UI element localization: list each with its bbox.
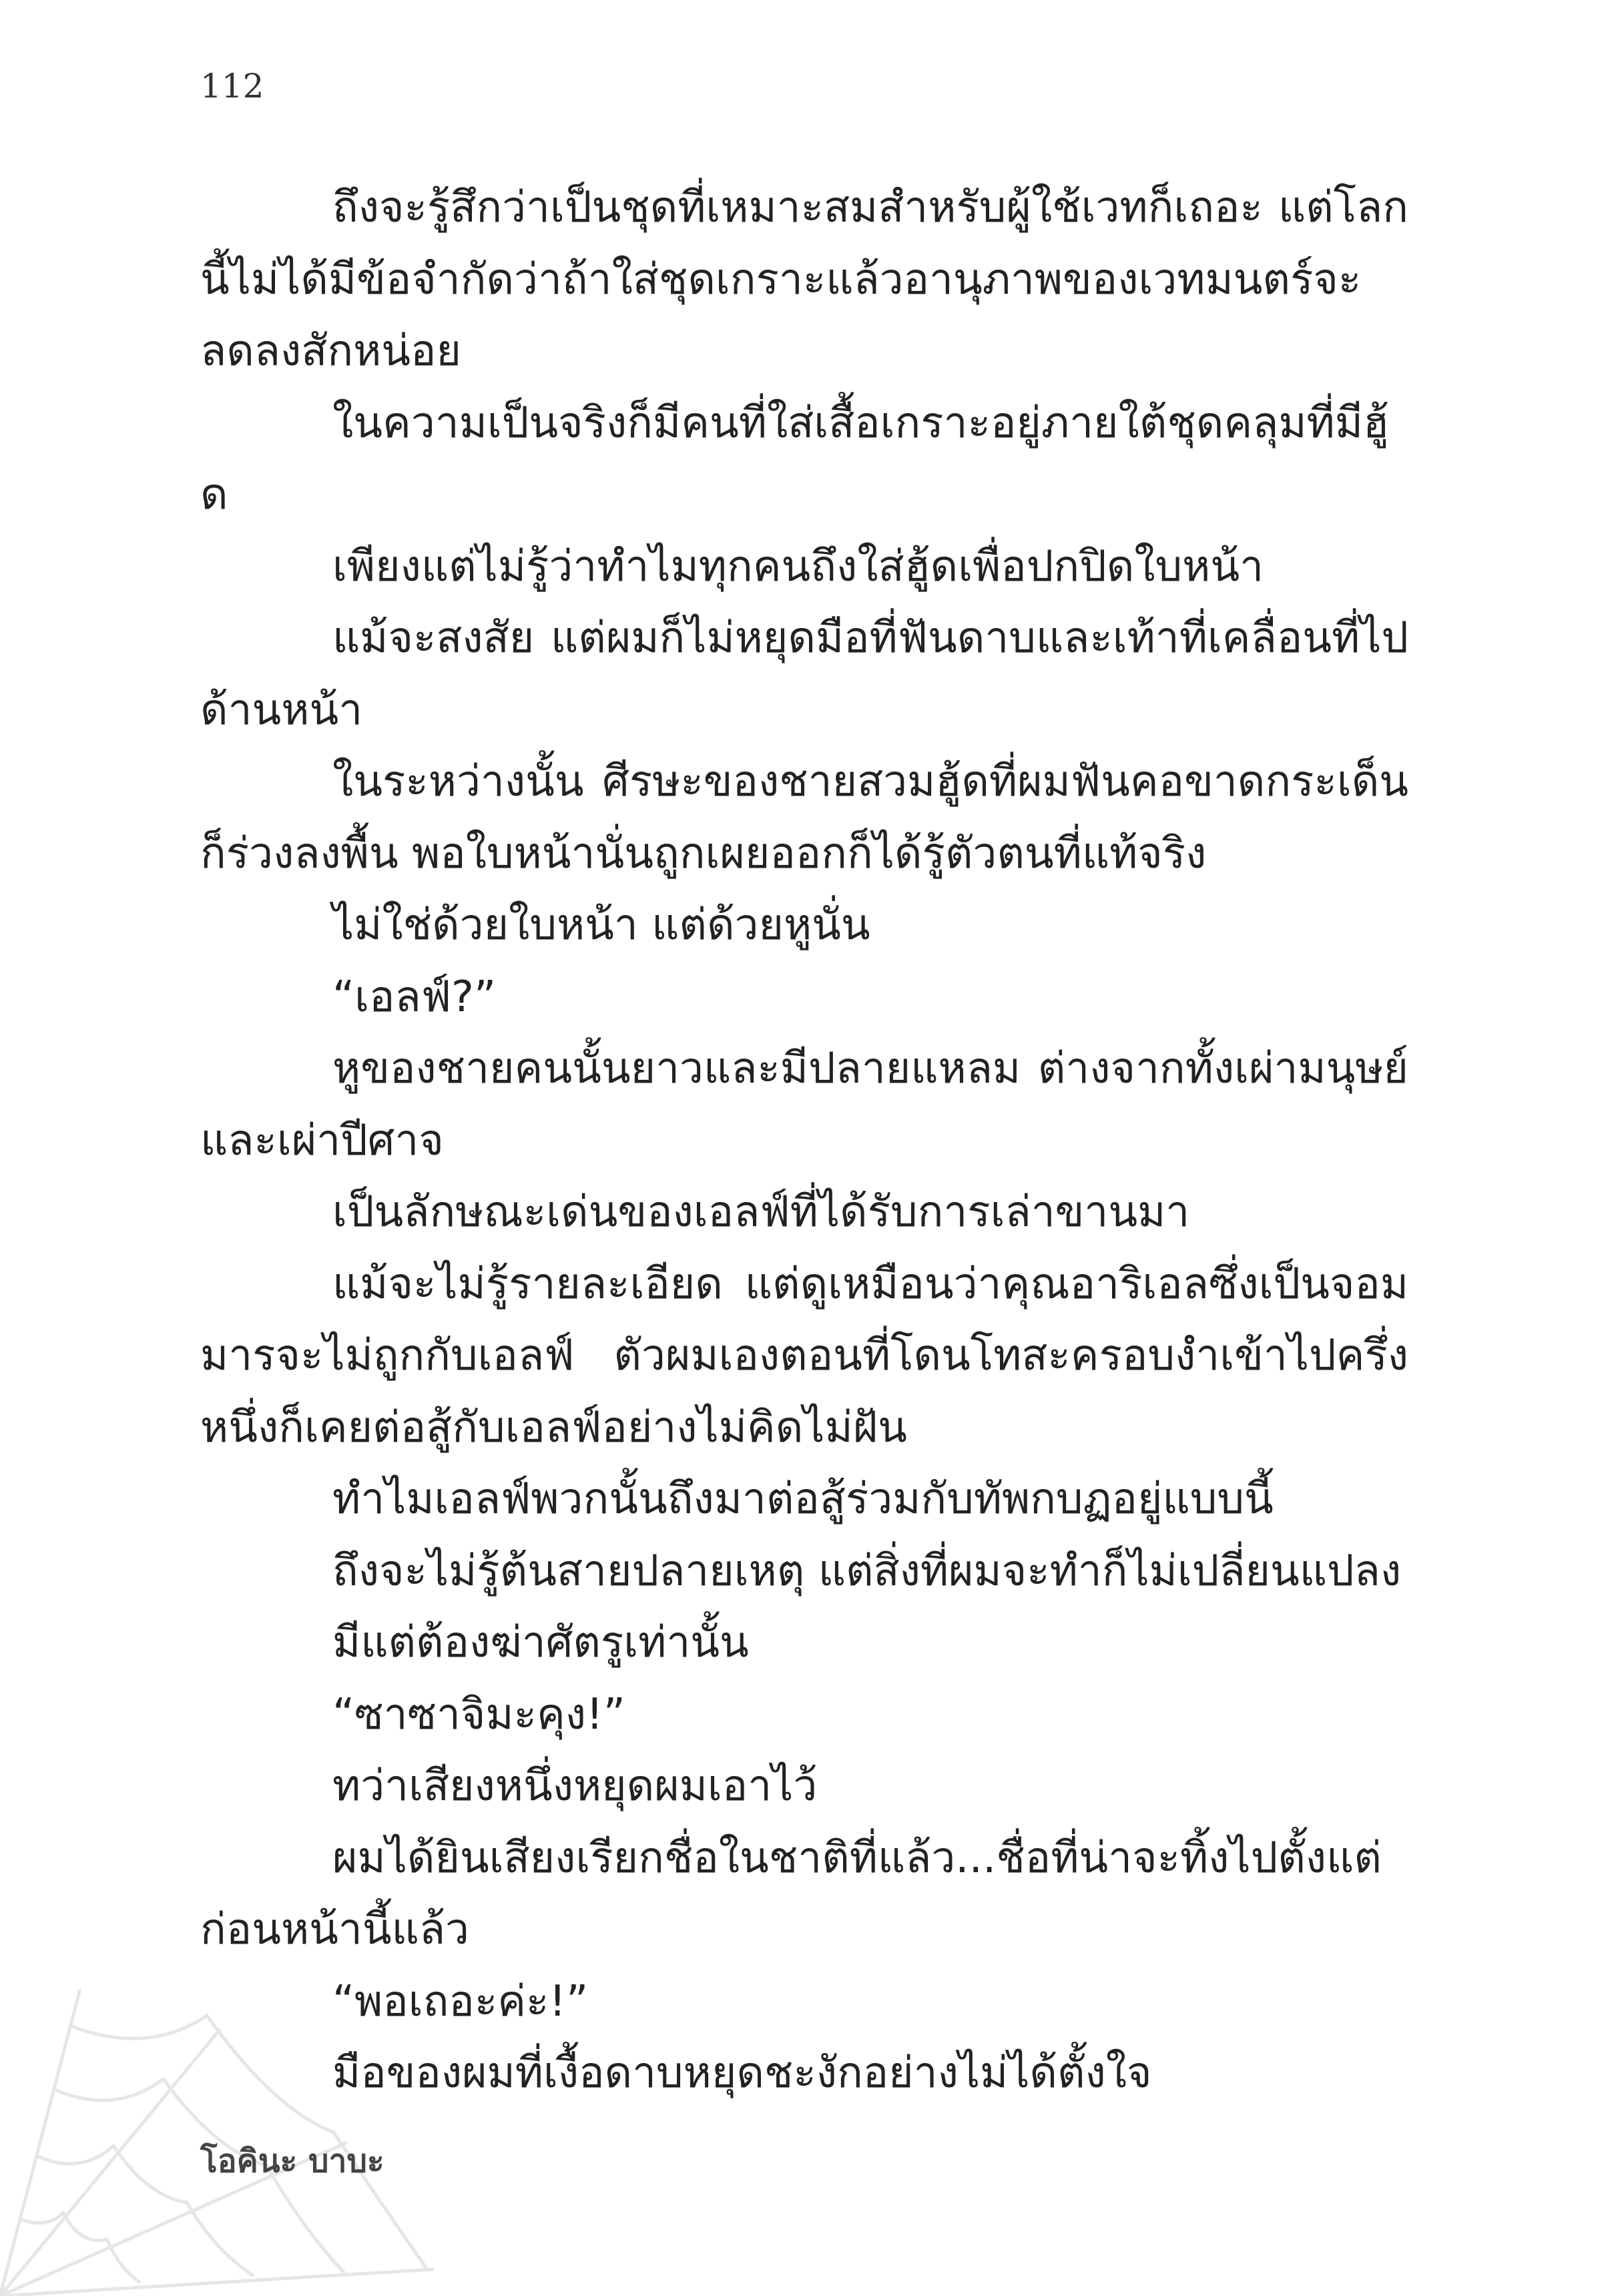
paragraph: หูของชายคนนั้นยาวและมีปลายแหลม ต่างจากทั้งเผ่ามนุษย์และเผ่าปีศาจ	[200, 1044, 1408, 1165]
page-number: 112	[200, 67, 264, 105]
paragraph: ในระหว่างนั้น ศีรษะของชายสวมฮู้ดที่ผมฟันคอขาดกระเด็นก็ร่วงลงพื้น พอใบหน้านั่นถูกเผยออกก็ได้รู้ตัวตนที่แท้จริง	[200, 757, 1408, 878]
body-text	[200, 172, 1408, 2110]
dialogue-line: “ซาซาจิมะคุง!”	[332, 1689, 625, 1739]
paragraph: ถึงจะรู้สึกว่าเป็นชุดที่เหมาะสมสำหรับผู้ใช้เวทก็เถอะ แต่โลกนี้ไม่ได้มีข้อจำกัดว่าถ้าใส่ชุดเกราะแล้วอานุภาพของเวทมนตร์จะลดลงสักหน่อย	[200, 183, 1408, 376]
paragraph: แม้จะไม่รู้รายละเอียด แต่ดูเหมือนว่าคุณอาริเอลซึ่งเป็นจอมมารจะไม่ถูกกับเอลฟ์ ตัวผมเองตอนที่โดนโทสะครอบงำเข้าไปครึ่งหนึ่งก็เคยต่อสู้กับเอลฟ์อย่างไม่คิดไม่ฝัน	[200, 1259, 1408, 1452]
dialogue-line: “พอเถอะค่ะ!”	[332, 1976, 589, 2026]
paragraph: ทว่าเสียงหนึ่งหยุดผมเอาไว้	[332, 1761, 818, 1811]
paragraph: แม้จะสงสัย แต่ผมก็ไม่หยุดมือที่ฟันดาบและเท้าที่เคลื่อนที่ไปด้านหน้า	[200, 613, 1408, 735]
paragraph: ในความเป็นจริงก็มีคนที่ใส่เสื้อเกราะอยู่ภายใต้ชุดคลุมที่มีฮู้ด	[200, 398, 1389, 519]
paragraph: ทำไมเอลฟ์พวกนั้นถึงมาต่อสู้ร่วมกับทัพกบฏอยู่แบบนี้	[332, 1474, 1274, 1524]
paragraph: ไม่ใช่ด้วยใบหน้า แต่ด้วยหูนั่น	[332, 900, 870, 950]
paragraph: เพียงแต่ไม่รู้ว่าทำไมทุกคนถึงใส่ฮู้ดเพื่อปกปิดใบหน้า	[332, 541, 1264, 591]
footer-author: โอคินะ บาบะ	[200, 2142, 384, 2180]
paragraph: เป็นลักษณะเด่นของเอลฟ์ที่ได้รับการเล่าขานมา	[332, 1187, 1190, 1237]
paragraph: ถึงจะไม่รู้ต้นสายปลายเหตุ แต่สิ่งที่ผมจะทำก็ไม่เปลี่ยนแปลง	[332, 1546, 1402, 1596]
paragraph: ผมได้ยินเสียงเรียกชื่อในชาติที่แล้ว...ชื่อที่น่าจะทิ้งไปตั้งแต่ก่อนหน้านี้แล้ว	[200, 1833, 1382, 1954]
paragraph: มือของผมที่เงื้อดาบหยุดชะงักอย่างไม่ได้ตั้งใจ	[332, 2048, 1152, 2098]
dialogue-line: “เอลฟ์?”	[332, 972, 497, 1022]
paragraph: มีแต่ต้องฆ่าศัตรูเท่านั้น	[332, 1618, 749, 1667]
